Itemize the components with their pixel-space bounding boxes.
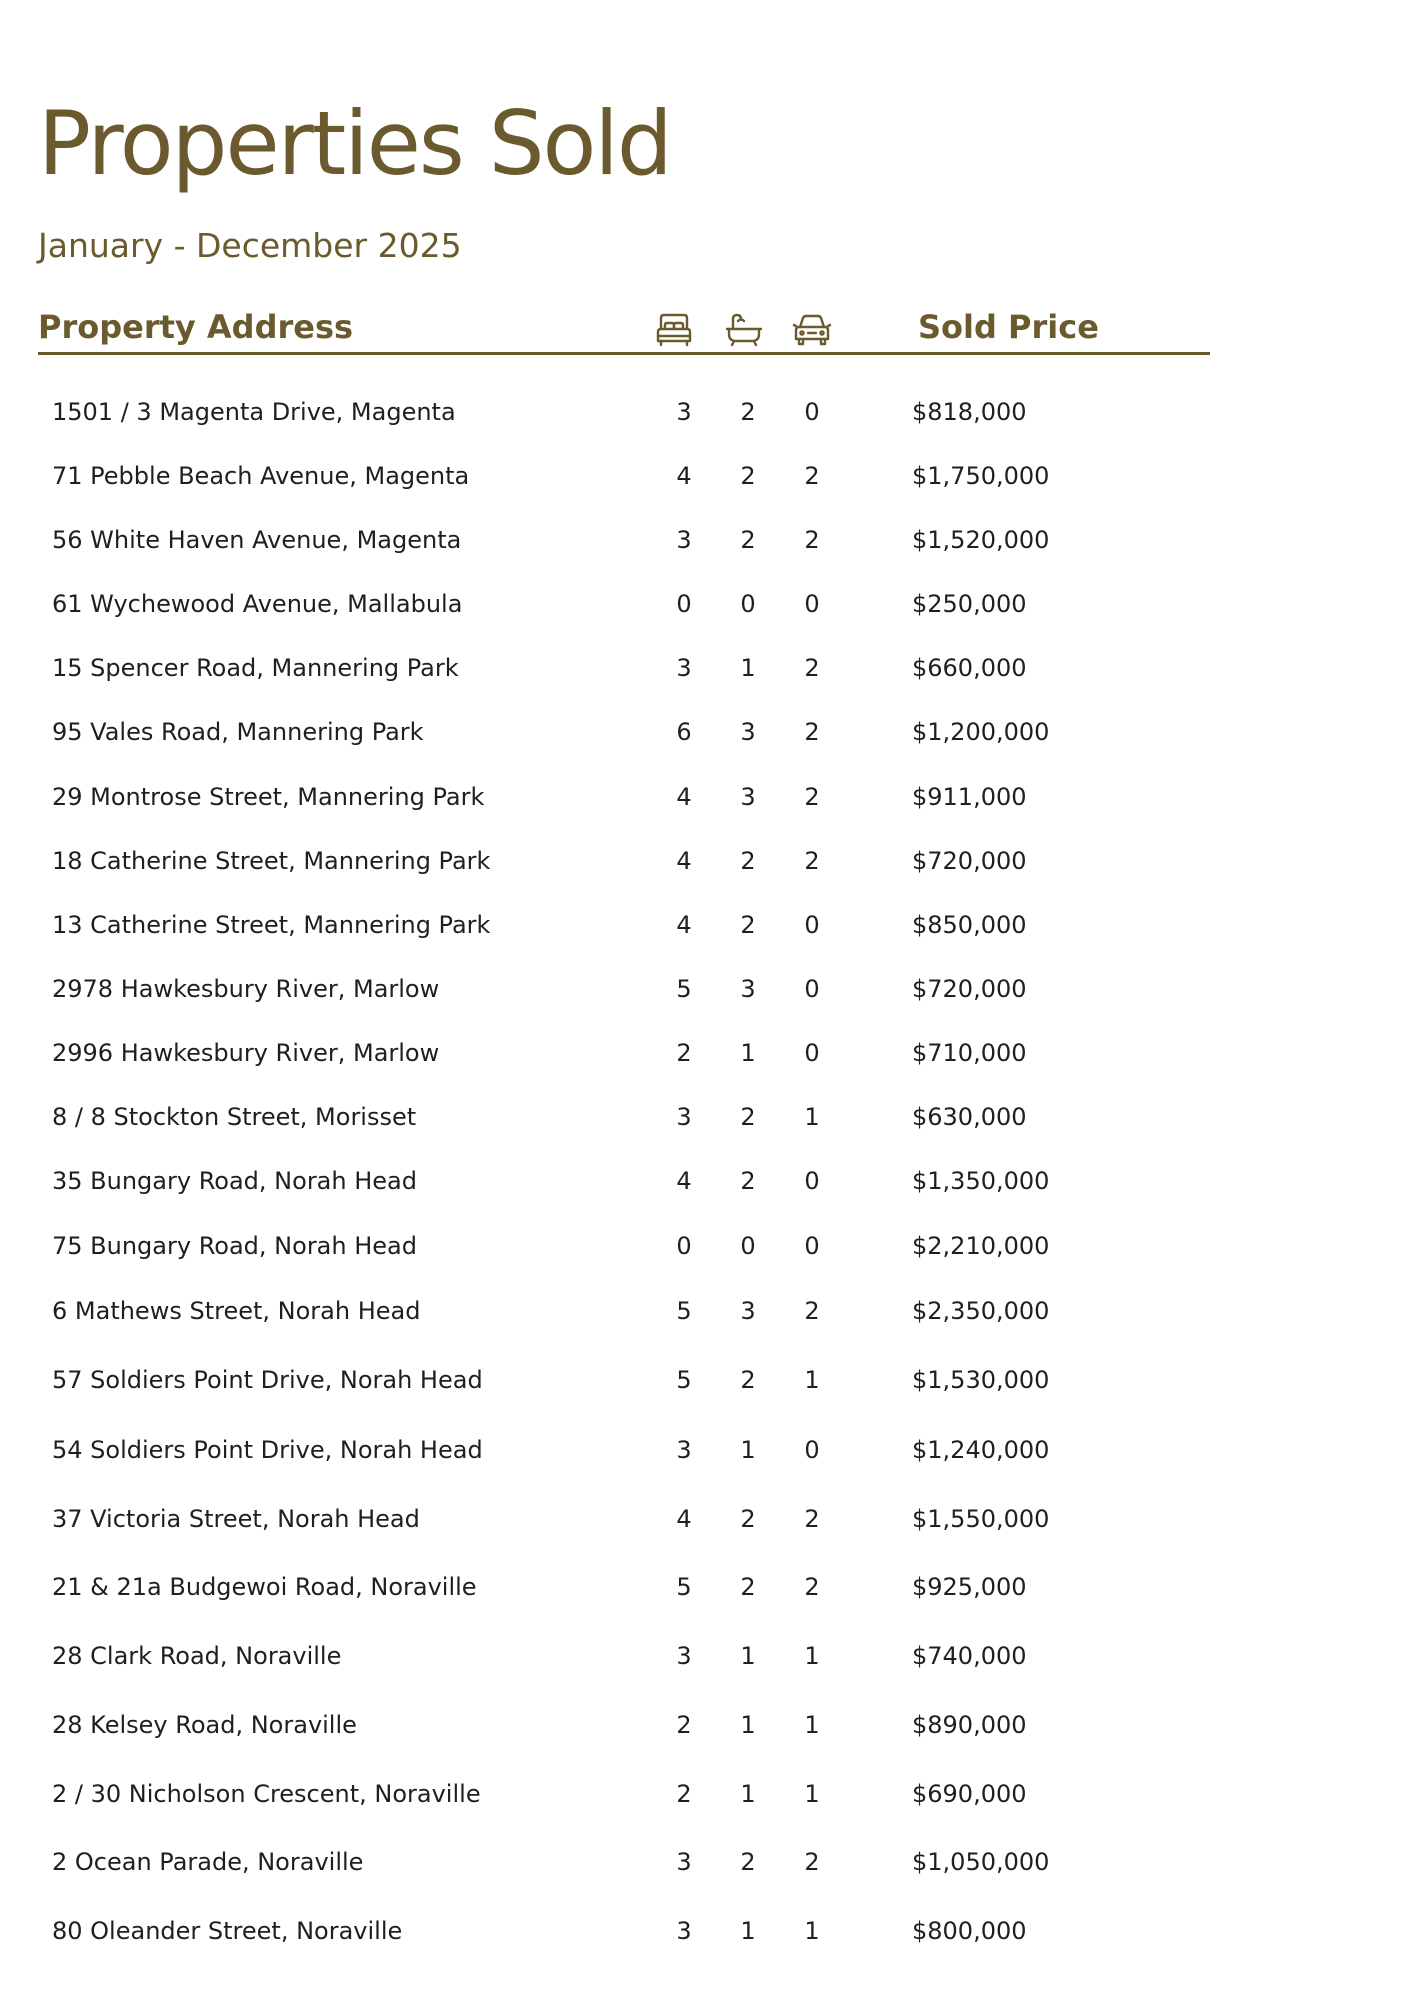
- car-spaces-count: 2: [804, 718, 820, 746]
- table-row: [0, 1033, 1414, 1073]
- car-spaces-count: 1: [804, 1366, 820, 1394]
- property-address: 1501 / 3 Magenta Drive, Magenta: [52, 398, 456, 426]
- table-row: [0, 1291, 1414, 1331]
- car-spaces-count: 0: [804, 590, 820, 618]
- table-row: [0, 1842, 1414, 1882]
- property-address: 80 Oleander Street, Noraville: [52, 1917, 403, 1945]
- car-spaces-count: 2: [804, 783, 820, 811]
- car-icon: [792, 312, 832, 348]
- property-address: 95 Vales Road, Mannering Park: [52, 718, 424, 746]
- car-spaces-count: 1: [804, 1780, 820, 1808]
- property-address: 35 Bungary Road, Norah Head: [52, 1167, 417, 1195]
- table-row: [0, 1161, 1414, 1201]
- sold-price: $800,000: [912, 1917, 1027, 1945]
- car-spaces-count: 0: [804, 1039, 820, 1067]
- bathrooms-count: 2: [740, 526, 756, 554]
- bathrooms-count: 0: [740, 1232, 756, 1260]
- sold-price: $720,000: [912, 975, 1027, 1003]
- bedrooms-count: 4: [676, 783, 692, 811]
- bedrooms-count: 6: [676, 718, 692, 746]
- bedrooms-count: 5: [676, 975, 692, 1003]
- sold-price: $250,000: [912, 590, 1027, 618]
- bedrooms-count: 2: [676, 1711, 692, 1739]
- bedrooms-count: 4: [676, 1167, 692, 1195]
- sold-price: $1,750,000: [912, 462, 1050, 490]
- bedrooms-count: 3: [676, 1642, 692, 1670]
- bathrooms-count: 0: [740, 590, 756, 618]
- car-spaces-count: 2: [804, 462, 820, 490]
- car-spaces-count: 0: [804, 1232, 820, 1260]
- property-address: 6 Mathews Street, Norah Head: [52, 1297, 421, 1325]
- property-address: 28 Clark Road, Noraville: [52, 1642, 342, 1670]
- bathrooms-count: 1: [740, 1436, 756, 1464]
- table-row: [0, 1097, 1414, 1137]
- bathrooms-count: 1: [740, 1780, 756, 1808]
- bedrooms-count: 4: [676, 462, 692, 490]
- bath-icon: [724, 312, 764, 348]
- bedrooms-count: 3: [676, 1103, 692, 1131]
- table-row: [0, 1226, 1414, 1266]
- table-row: [0, 584, 1414, 624]
- property-address: 21 & 21a Budgewoi Road, Noraville: [52, 1573, 477, 1601]
- table-row: [0, 1705, 1414, 1745]
- bathrooms-count: 2: [740, 847, 756, 875]
- table-row: [0, 777, 1414, 817]
- sold-price: $630,000: [912, 1103, 1027, 1131]
- bathrooms-count: 2: [740, 1573, 756, 1601]
- sold-price: $2,350,000: [912, 1297, 1050, 1325]
- bathrooms-count: 3: [740, 1297, 756, 1325]
- bathrooms-count: 1: [740, 1711, 756, 1739]
- table-row: [0, 969, 1414, 1009]
- bedrooms-count: 5: [676, 1366, 692, 1394]
- sold-price: $850,000: [912, 911, 1027, 939]
- bathrooms-count: 2: [740, 1848, 756, 1876]
- table-row: [0, 1430, 1414, 1470]
- property-address: 37 Victoria Street, Norah Head: [52, 1505, 420, 1533]
- car-spaces-count: 1: [804, 1711, 820, 1739]
- car-spaces-count: 2: [804, 847, 820, 875]
- bedrooms-count: 3: [676, 526, 692, 554]
- sold-price: $890,000: [912, 1711, 1027, 1739]
- sold-price: $1,200,000: [912, 718, 1050, 746]
- property-address: 2 Ocean Parade, Noraville: [52, 1848, 364, 1876]
- property-address: 18 Catherine Street, Mannering Park: [52, 847, 491, 875]
- car-spaces-count: 2: [804, 1297, 820, 1325]
- bedrooms-count: 3: [676, 1917, 692, 1945]
- car-spaces-count: 0: [804, 911, 820, 939]
- table-header: [38, 300, 1210, 355]
- table-row: [0, 1499, 1414, 1539]
- address-column-header: Property Address: [38, 308, 354, 346]
- property-address: 28 Kelsey Road, Noraville: [52, 1711, 357, 1739]
- property-address: 2 / 30 Nicholson Crescent, Noraville: [52, 1780, 481, 1808]
- bathrooms-count: 2: [740, 1366, 756, 1394]
- table-row: [0, 841, 1414, 881]
- bedrooms-count: 3: [676, 398, 692, 426]
- table-row: [0, 1911, 1414, 1951]
- sold-price: $1,550,000: [912, 1505, 1050, 1533]
- bed-icon: [654, 312, 694, 348]
- bedrooms-count: 2: [676, 1780, 692, 1808]
- bedrooms-count: 4: [676, 1505, 692, 1533]
- sold-price: $1,520,000: [912, 526, 1050, 554]
- bathrooms-count: 1: [740, 1917, 756, 1945]
- property-address: 8 / 8 Stockton Street, Morisset: [52, 1103, 417, 1131]
- property-address: 61 Wychewood Avenue, Mallabula: [52, 590, 463, 618]
- car-spaces-count: 2: [804, 654, 820, 682]
- bedrooms-count: 5: [676, 1573, 692, 1601]
- bathrooms-count: 2: [740, 1167, 756, 1195]
- bathrooms-count: 2: [740, 462, 756, 490]
- bathrooms-count: 3: [740, 975, 756, 1003]
- table-row: [0, 392, 1414, 432]
- bedrooms-count: 3: [676, 654, 692, 682]
- sold-price: $925,000: [912, 1573, 1027, 1601]
- bathrooms-count: 2: [740, 911, 756, 939]
- table-row: [0, 1360, 1414, 1400]
- car-spaces-count: 2: [804, 1573, 820, 1601]
- date-range-subtitle: January - December 2025: [38, 226, 462, 265]
- sold-price: $818,000: [912, 398, 1027, 426]
- property-address: 71 Pebble Beach Avenue, Magenta: [52, 462, 470, 490]
- property-address: 13 Catherine Street, Mannering Park: [52, 911, 491, 939]
- sold-price: $690,000: [912, 1780, 1027, 1808]
- property-address: 56 White Haven Avenue, Magenta: [52, 526, 462, 554]
- sold-price: $911,000: [912, 783, 1027, 811]
- car-spaces-count: 2: [804, 1505, 820, 1533]
- sold-price: $710,000: [912, 1039, 1027, 1067]
- car-spaces-count: 0: [804, 975, 820, 1003]
- sold-price: $660,000: [912, 654, 1027, 682]
- property-address: 15 Spencer Road, Mannering Park: [52, 654, 459, 682]
- sold-price: $1,530,000: [912, 1366, 1050, 1394]
- sold-price: $1,050,000: [912, 1848, 1050, 1876]
- bathrooms-count: 1: [740, 1039, 756, 1067]
- bathrooms-count: 3: [740, 718, 756, 746]
- sold-price: $740,000: [912, 1642, 1027, 1670]
- car-spaces-count: 0: [804, 1167, 820, 1195]
- table-row: [0, 456, 1414, 496]
- property-address: 54 Soldiers Point Drive, Norah Head: [52, 1436, 483, 1464]
- bedrooms-count: 2: [676, 1039, 692, 1067]
- bedrooms-count: 4: [676, 911, 692, 939]
- sold-price-column-header: Sold Price: [918, 308, 1099, 346]
- bedrooms-count: 5: [676, 1297, 692, 1325]
- table-row: [0, 1636, 1414, 1676]
- bedrooms-count: 0: [676, 1232, 692, 1260]
- property-address: 2996 Hawkesbury River, Marlow: [52, 1039, 440, 1067]
- sold-price: $1,240,000: [912, 1436, 1050, 1464]
- table-row: [0, 520, 1414, 560]
- table-row: [0, 712, 1414, 752]
- car-spaces-count: 1: [804, 1642, 820, 1670]
- table-row: [0, 1774, 1414, 1814]
- bedrooms-count: 4: [676, 847, 692, 875]
- bedrooms-count: 3: [676, 1436, 692, 1464]
- car-spaces-count: 2: [804, 1848, 820, 1876]
- bathrooms-count: 1: [740, 654, 756, 682]
- car-spaces-count: 1: [804, 1917, 820, 1945]
- bedrooms-count: 0: [676, 590, 692, 618]
- property-address: 75 Bungary Road, Norah Head: [52, 1232, 417, 1260]
- car-spaces-count: 1: [804, 1103, 820, 1131]
- car-spaces-count: 2: [804, 526, 820, 554]
- bathrooms-count: 2: [740, 1505, 756, 1533]
- car-spaces-count: 0: [804, 1436, 820, 1464]
- page-title: Properties Sold: [38, 92, 671, 195]
- bathrooms-count: 3: [740, 783, 756, 811]
- property-address: 29 Montrose Street, Mannering Park: [52, 783, 485, 811]
- table-row: [0, 648, 1414, 688]
- bedrooms-count: 3: [676, 1848, 692, 1876]
- car-spaces-count: 0: [804, 398, 820, 426]
- property-address: 57 Soldiers Point Drive, Norah Head: [52, 1366, 483, 1394]
- table-row: [0, 905, 1414, 945]
- sold-price: $2,210,000: [912, 1232, 1050, 1260]
- bathrooms-count: 2: [740, 1103, 756, 1131]
- bathrooms-count: 1: [740, 1642, 756, 1670]
- table-row: [0, 1567, 1414, 1607]
- sold-price: $1,350,000: [912, 1167, 1050, 1195]
- property-address: 2978 Hawkesbury River, Marlow: [52, 975, 440, 1003]
- bathrooms-count: 2: [740, 398, 756, 426]
- sold-price: $720,000: [912, 847, 1027, 875]
